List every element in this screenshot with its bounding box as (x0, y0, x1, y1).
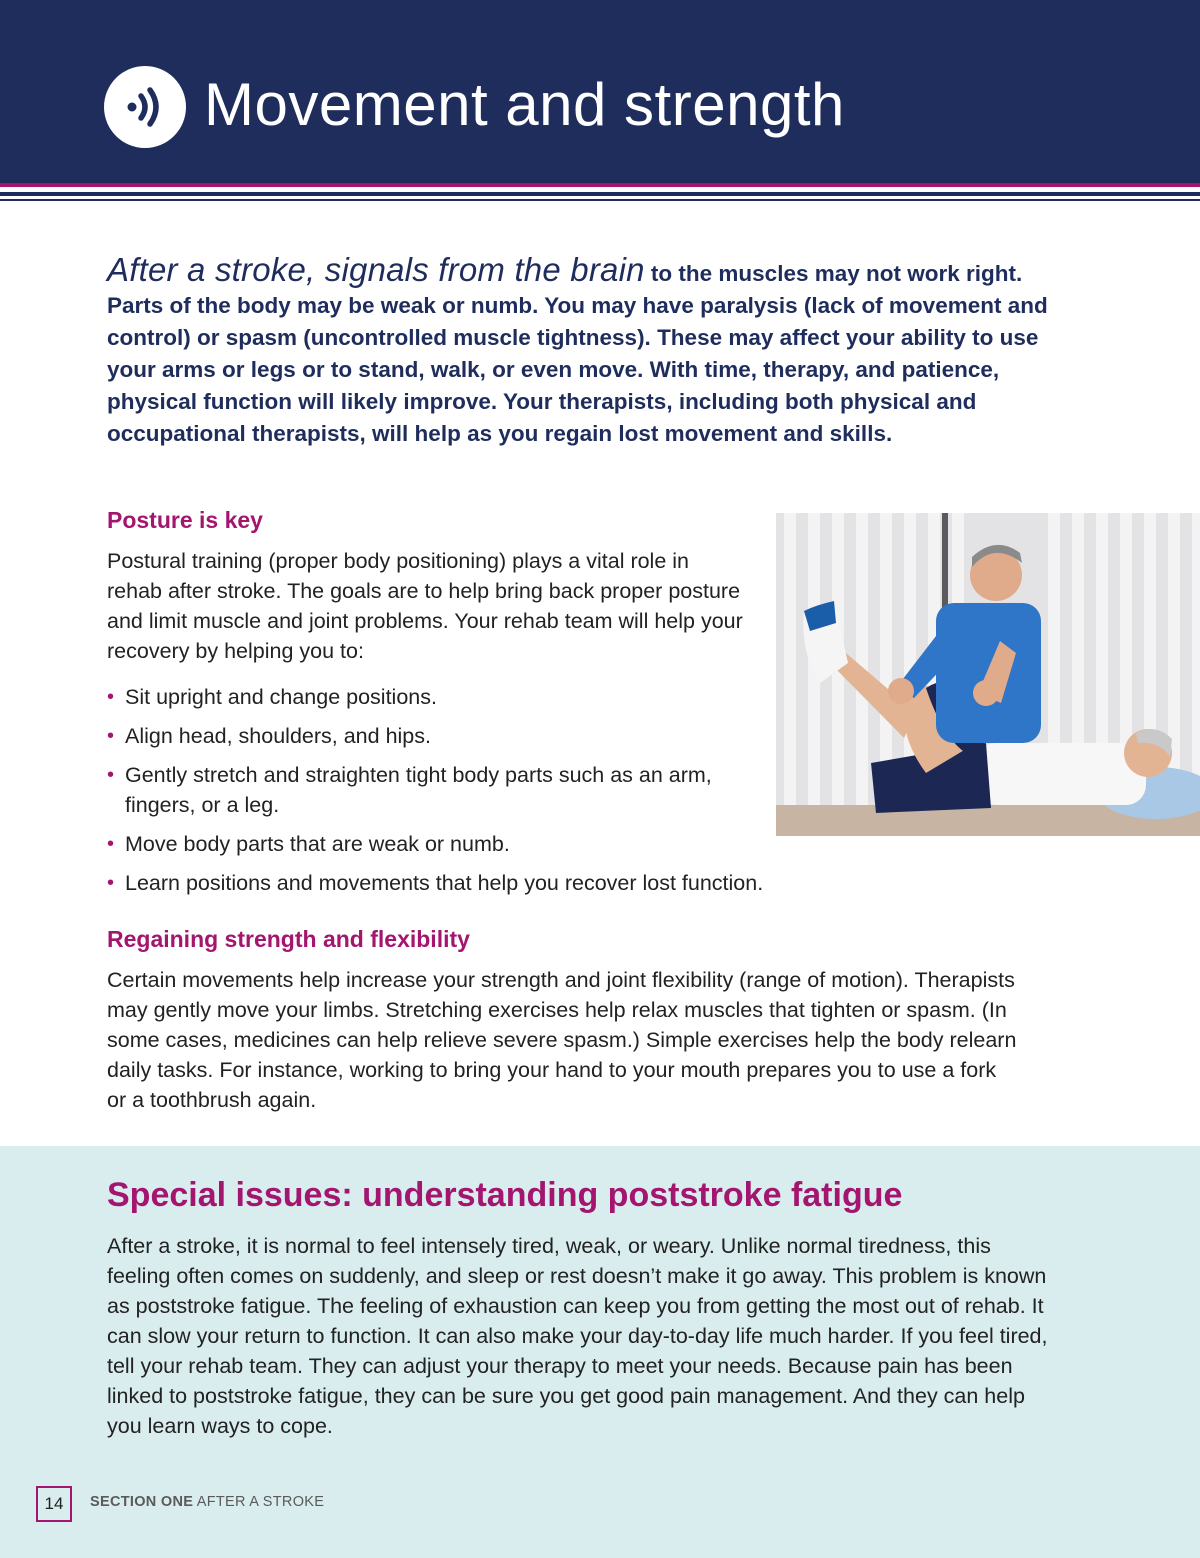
header-stripe (0, 199, 1200, 201)
posture-heading: Posture is key (107, 507, 263, 533)
strength-heading: Regaining strength and flexibility (107, 926, 470, 952)
list-item: • Sit upright and change positions. (107, 682, 847, 712)
bullet-icon: • (107, 872, 115, 894)
list-item: • Learn positions and movements that help you recover lost function. (107, 868, 847, 898)
intro-text: to the muscles may not work right. Parts of the body may be weak or numb. You may have paralysis (lack of movement and control) or spasm (uncontrolled muscle tightness). These may affect your ability to use your arms or legs or to stand, walk, or even move. With time, therapy, and patience, physical function will likely improve. Your therapists, including both physical and occupational therapists, will help as you regain lost movement and skills. (107, 261, 1048, 446)
posture-text: Postural training (proper body positioning) plays a vital role in rehab after stroke. The goals are to help bring back proper posture and limit muscle and joint problems. Your rehab team will help your recovery by helping you to: (107, 549, 743, 663)
posture-bullet-list (107, 682, 847, 907)
strength-text: Certain movements help increase your strength and joint flexibility (range of motion). Therapists may gently move your limbs. Stretching exercises help relax muscles that tighten or spasm. (In some cases, medicines can help relieve severe spasm.) Simple exercises help the body relearn daily tasks. For instance, working to bring your hand to your mouth prepares you to use a fork or a toothbrush again. (107, 968, 1017, 1112)
page-title: Movement and strength (204, 71, 845, 138)
sound-waves-icon (104, 66, 186, 148)
footer-section-label: SECTION ONE AFTER A STROKE (90, 1494, 325, 1510)
intro-paragraph (107, 251, 1067, 450)
bullet-icon: • (107, 725, 115, 747)
intro-lead: After a stroke, signals from the brain (107, 251, 645, 288)
list-item: • Move body parts that are weak or numb. (107, 829, 847, 859)
list-item: • Align head, shoulders, and hips. (107, 721, 847, 751)
bullet-icon: • (107, 833, 115, 855)
page-number: 14 (36, 1486, 72, 1522)
list-item: • Gently stretch and straighten tight body parts such as an arm, fingers, or a leg. (107, 760, 727, 820)
callout-title: Special issues: understanding poststroke fatigue (107, 1176, 903, 1214)
callout-text: After a stroke, it is normal to feel intensely tired, weak, or weary. Unlike normal tiredness, this feeling often comes on suddenly, and sleep or rest doesn’t make it go away. This problem is known as poststroke fatigue. The feeling of exhaustion can keep you from getting the most out of rehab. It can slow your return to function. It can also make your day-to-day life much harder. If you feel tired, tell your rehab team. They can adjust your therapy to meet your needs. Because pain has been linked to poststroke fatigue, they can be sure you get good pain management. And they can help you learn ways to cope. (107, 1234, 1048, 1438)
bullet-icon: • (107, 764, 115, 786)
bullet-icon: • (107, 686, 115, 708)
